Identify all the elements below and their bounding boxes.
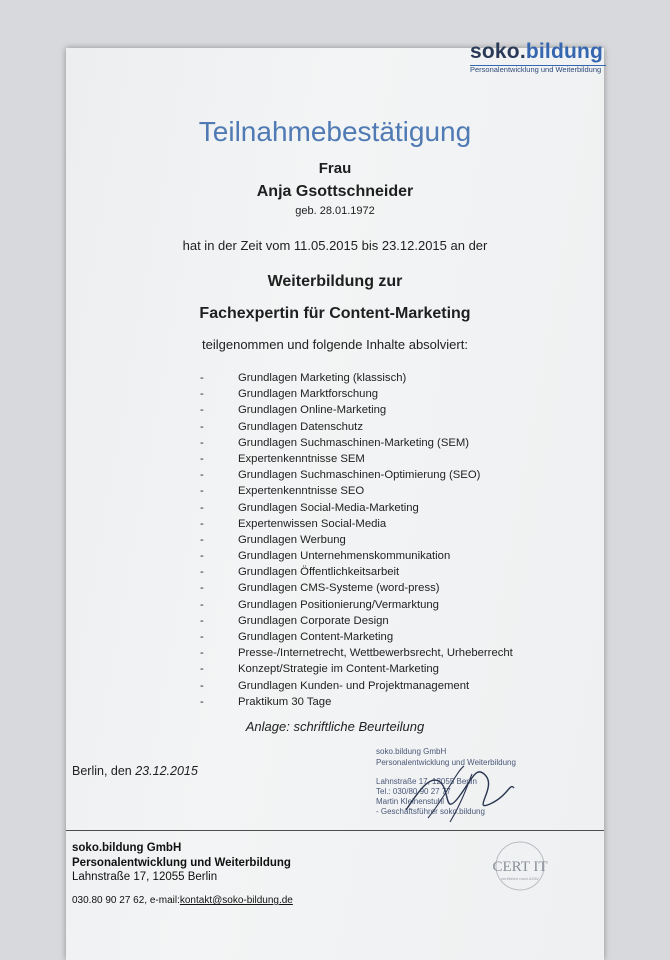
list-item-text: Praktikum 30 Tage xyxy=(238,695,332,708)
list-item xyxy=(200,469,560,485)
list-item-text: Grundlagen Corporate Design xyxy=(238,614,389,627)
list-item xyxy=(200,566,560,582)
list-item-text: Grundlagen Online-Marketing xyxy=(238,404,387,417)
list-bullet: - xyxy=(200,679,204,692)
document-title: Teilnahmebestätigung xyxy=(198,116,472,147)
list-bullet: - xyxy=(200,372,204,384)
participant-name: Anja Gsottschneider xyxy=(256,183,414,200)
logo-name-part1: soko. xyxy=(470,40,526,63)
list-item-text: Expertenwissen Social-Media xyxy=(238,517,387,530)
birth-date: geb. 28.01.1972 xyxy=(295,205,375,217)
footer-phone: 030.80 90 27 62, e-mail: xyxy=(72,895,180,906)
list-bullet: - xyxy=(200,566,204,579)
list-item xyxy=(200,421,560,437)
list-item-text: Expertenkenntnisse SEO xyxy=(238,485,365,498)
list-item xyxy=(200,582,560,598)
list-item-text: Grundlagen Werbung xyxy=(238,533,346,546)
list-bullet: - xyxy=(200,695,204,708)
cert-it-seal xyxy=(480,838,560,894)
list-item xyxy=(200,437,560,453)
footer-email-link[interactable]: kontakt@soko-bildung.de xyxy=(179,895,293,906)
course-title-line1: Weiterbildung zur xyxy=(267,273,403,290)
footer-company-name: soko.bildung GmbH xyxy=(72,842,182,854)
list-item-text: Grundlagen Unternehmenskommunikation xyxy=(238,550,451,563)
list-item-text: Konzept/Strategie im Content-Marketing xyxy=(238,663,439,676)
list-item-text: Grundlagen CMS-Systeme (word-press) xyxy=(238,582,440,595)
list-item-text: Grundlagen Marktforschung xyxy=(238,388,379,401)
list-item-text: Grundlagen Social-Media-Marketing xyxy=(238,501,419,514)
list-bullet: - xyxy=(200,631,204,643)
list-item xyxy=(200,534,560,550)
logo-name-part2: bildung xyxy=(525,40,604,63)
list-item-text: Grundlagen Datenschutz xyxy=(238,420,363,433)
footer-company-info xyxy=(72,841,291,885)
list-bullet: - xyxy=(200,533,204,546)
handwritten-signature xyxy=(398,752,518,824)
salutation: Frau xyxy=(318,160,352,177)
content-intro: teilgenommen und folgende Inhalte absolviert: xyxy=(202,337,468,352)
logo-tagline: Personalentwicklung und Weiterbildung xyxy=(470,65,602,74)
list-item xyxy=(200,388,560,404)
list-item xyxy=(200,647,560,663)
list-item xyxy=(200,680,560,696)
list-item-text: Grundlagen Marketing (klassisch) xyxy=(238,372,407,384)
list-bullet: - xyxy=(200,469,204,482)
place-label: Berlin, den xyxy=(72,764,136,778)
list-item xyxy=(200,485,560,501)
signer-name: Martin Kleinenstuhl xyxy=(376,797,445,806)
list-item xyxy=(200,615,560,631)
footer-address: Lahnstraße 17, 12055 Berlin xyxy=(72,871,218,883)
list-item-text: Presse-/Internetrecht, Wettbewerbsrecht, Urheberrecht xyxy=(238,647,513,660)
cert-subtext: zertifiziert nach AZAV xyxy=(501,876,539,881)
list-item-text: Grundlagen Öffentlichkeitsarbeit xyxy=(238,566,400,579)
stamp-phone: Tel.: 030/80 90 27 77 xyxy=(376,787,451,796)
list-item xyxy=(200,372,560,388)
list-item xyxy=(200,631,560,647)
list-bullet: - xyxy=(200,517,204,530)
list-item-text: Grundlagen Suchmaschinen-Optimierung (SEO) xyxy=(238,469,481,482)
issue-date: 23.12.2015 xyxy=(135,764,198,778)
footer-company-subtitle: Personalentwicklung und Weiterbildung xyxy=(72,856,291,869)
list-bullet: - xyxy=(200,501,204,514)
list-bullet: - xyxy=(200,388,204,401)
list-item xyxy=(200,696,560,712)
list-item-text: Grundlagen Content-Marketing xyxy=(238,631,394,643)
list-bullet: - xyxy=(200,420,204,433)
content-list xyxy=(200,372,560,712)
stamp-subtitle: Personalentwicklung und Weiterbildung xyxy=(376,758,516,767)
cert-text: CERT IT xyxy=(492,859,548,875)
participation-period: hat in der Zeit vom 11.05.2015 bis 23.12.2015 an der xyxy=(182,238,488,253)
list-item-text: Expertenkenntnisse SEM xyxy=(238,452,365,465)
list-item xyxy=(200,502,560,518)
list-bullet: - xyxy=(200,436,204,449)
list-item xyxy=(200,404,560,420)
list-bullet: - xyxy=(200,598,204,611)
logo-name xyxy=(470,40,610,64)
footer-divider xyxy=(66,830,604,831)
list-bullet: - xyxy=(200,485,204,498)
stamp-company: soko.bildung GmbH xyxy=(376,747,447,756)
place-and-date xyxy=(72,764,198,778)
list-item xyxy=(200,663,560,679)
list-bullet: - xyxy=(200,550,204,563)
list-bullet: - xyxy=(200,404,204,417)
list-item-text: Grundlagen Suchmaschinen-Marketing (SEM) xyxy=(238,436,470,449)
attachment-note: Anlage: schriftliche Beurteilung xyxy=(245,719,425,734)
list-item xyxy=(200,599,560,615)
soko-bildung-logo xyxy=(470,40,610,74)
list-item xyxy=(200,550,560,566)
list-bullet: - xyxy=(200,452,204,465)
course-title-line2: Fachexpertin für Content-Marketing xyxy=(199,305,471,322)
list-bullet: - xyxy=(200,663,204,676)
list-bullet: - xyxy=(200,614,204,627)
signer-role: - Geschäftsführer soko.bildung xyxy=(376,807,485,816)
footer-contact xyxy=(72,895,293,906)
list-item xyxy=(200,453,560,469)
list-item-text: Grundlagen Positionierung/Vermarktung xyxy=(238,598,439,611)
list-item-text: Grundlagen Kunden- und Projektmanagement xyxy=(238,679,470,692)
stamp-address: Lahnstraße 17, 12055 Berlin xyxy=(376,777,477,786)
list-item xyxy=(200,518,560,534)
list-bullet: - xyxy=(200,582,204,595)
list-bullet: - xyxy=(200,647,204,660)
